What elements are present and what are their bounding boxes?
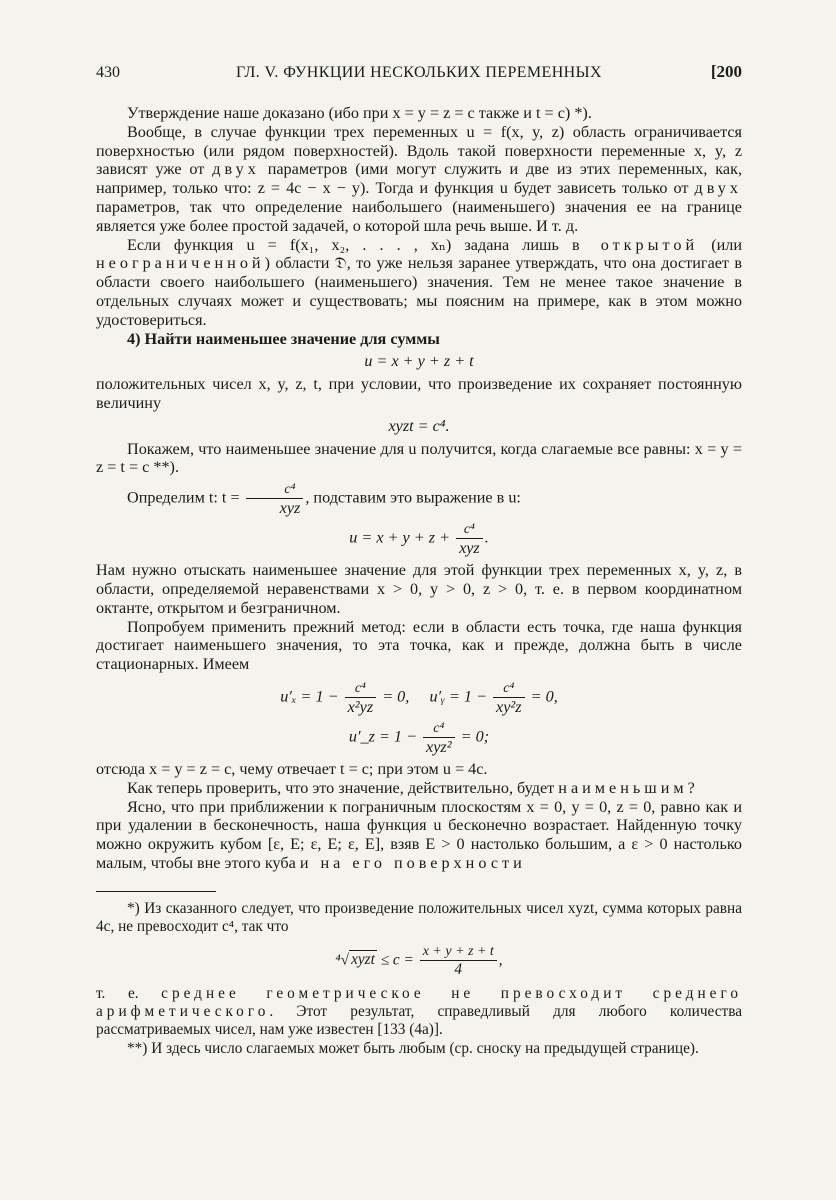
chapter-title: ГЛ. V. ФУНКЦИИ НЕСКОЛЬКИХ ПЕРЕМЕННЫХ [236, 64, 602, 81]
paragraph-proof-done: Утверждение наше доказано (ибо при x = y = z = c также и t = c) *). [127, 104, 592, 122]
paragraph-define-t: Определим t: t = $\frac{\text{c⁴}}{\text{xyz}}$ , подставим это выражение в u: [127, 482, 521, 518]
paragraph-open-domain: Если функция u = f(x₁, x₂, . . . , xₙ) задана лишь в открытой (или неограниченной) области 𝔇, то уже нельзя заранее утверждать, что она достигает в области своего наибольшего (наименьшего) значения. Тем не менее такое значение в отдельных случаях может и существовать; мы поясним на примере, как в этом можно удостовериться. [96, 235, 742, 329]
paragraph-positive-numbers: положительных чисел x, y, z, t, при условии, что произведение их сохраняет постоянную величину [96, 375, 742, 412]
paragraph-claim: Покажем, что наименьшее значение для u получится, когда слагаемые все равны: x = y = z = t = c **). [96, 439, 742, 477]
fraction-uz: $\frac{\text{c⁴}}{\text{xyz²}}$ [423, 720, 455, 756]
paragraph-check-question: Как теперь проверить, что это значение, действительно, будет наименьшим? [127, 778, 695, 797]
main-text [96, 104, 742, 1058]
footnote-2: **) И здесь число слагаемых может быть любым (ср. сноску на предыдущей странице). [127, 1039, 699, 1057]
fraction-uy: $\frac{\text{c⁴}}{\text{xy²z}}$ [493, 680, 525, 716]
problem-statement: 4) Найти наименьшее значение для суммы [127, 329, 440, 348]
page-number: 430 [96, 64, 120, 81]
footnote-divider [96, 891, 216, 892]
equation-u-substituted: u = x + y + z + $\frac{\text{c⁴}}{\text{xyz}}$ . [349, 522, 489, 558]
footnote-1-conclusion: т. е. среднее геометрическое не превосходит среднего арифметического. Этот результат, справедливый для любого количества рассматриваемых чисел, нам уже известен [133 (4а)]. [96, 984, 742, 1039]
footnotes [96, 900, 742, 1058]
footnote-equation: ⁴√ xyzt ≤ c = $\frac{x + y + z + t}{4}$ , [335, 943, 503, 978]
paragraph-solution: отсюда x = y = z = c, чему отвечает t = c; при этом u = 4c. [96, 759, 488, 778]
equation-product: xyzt = c⁴. [388, 416, 450, 435]
fraction-eq3: $\frac{\text{c⁴}}{\text{xyz}}$ [456, 521, 483, 557]
paragraph-find-min: Нам нужно отыскать наименьшее значение для этой функции трех переменных x, y, z, в области, определяемой неравенствами x > 0, y > 0, z > 0, т. е. в первом координатном октанте, открытом и безграничном. [96, 561, 742, 617]
equation-partials-xy: u′ₓ = 1 − $\frac{\text{c⁴}}{\text{x²yz}}$ = 0, u′ᵧ = 1 − $\frac{\text{c⁴}}{\text{xy²z}}$ = 0, [280, 680, 558, 716]
paragraph-three-variables: Вообще, в случае функции трех переменных u = f(x, y, z) область ограничивается поверхностью (или рядом поверхностей). Вдоль такой поверхности переменные x, y, z зависят уже от двух параметров (ими могут служить и две из этих переменных, как, например, только что: z = 4c − x − y). Тогда и функция u будет зависеть только от двух параметров, так что определение наибольшего (наименьшего) значения ее на границе является уже более простой задачей, о которой шла речь выше. И т. д. [96, 122, 743, 235]
fraction-ux: $\frac{\text{c⁴}}{\text{x²yz}}$ [345, 680, 377, 716]
paragraph-cube: Ясно, что при приближении к пограничным плоскостям x = 0, y = 0, z = 0, равно как и при удалении в бесконечность, наша функция u бесконечно возрастает. Найденную точку можно окружить кубом [ε, E; ε, E; ε, E], взяв E > 0 настолько большим, а ε > 0 настолько малым, чтобы вне этого куба и на его поверхности [96, 797, 742, 872]
fraction-mean: $\frac{x + y + z + t}{4}$ [420, 943, 497, 979]
fraction-t: $\frac{\text{c⁴}}{\text{xyz}}$ [246, 481, 304, 517]
paragraph-method: Попробуем применить прежний метод: если в области есть точка, где наша функция достигает наименьшего значения, то эта точка, как и прежде, должна быть в числе стационарных. Имеем [96, 617, 742, 674]
section-number: [200 [710, 62, 742, 81]
equation-partial-z: u′_z = 1 − $\frac{\text{c⁴}}{\text{xyz²}}$ = 0; [348, 720, 490, 756]
footnote-1: *) Из сказанного следует, что произведение положительных чисел xyzt, сумма которых равна 4c, не превосходит c⁴, так что [96, 899, 742, 936]
running-header [96, 62, 742, 86]
equation-sum: u = x + y + z + t [364, 352, 474, 371]
